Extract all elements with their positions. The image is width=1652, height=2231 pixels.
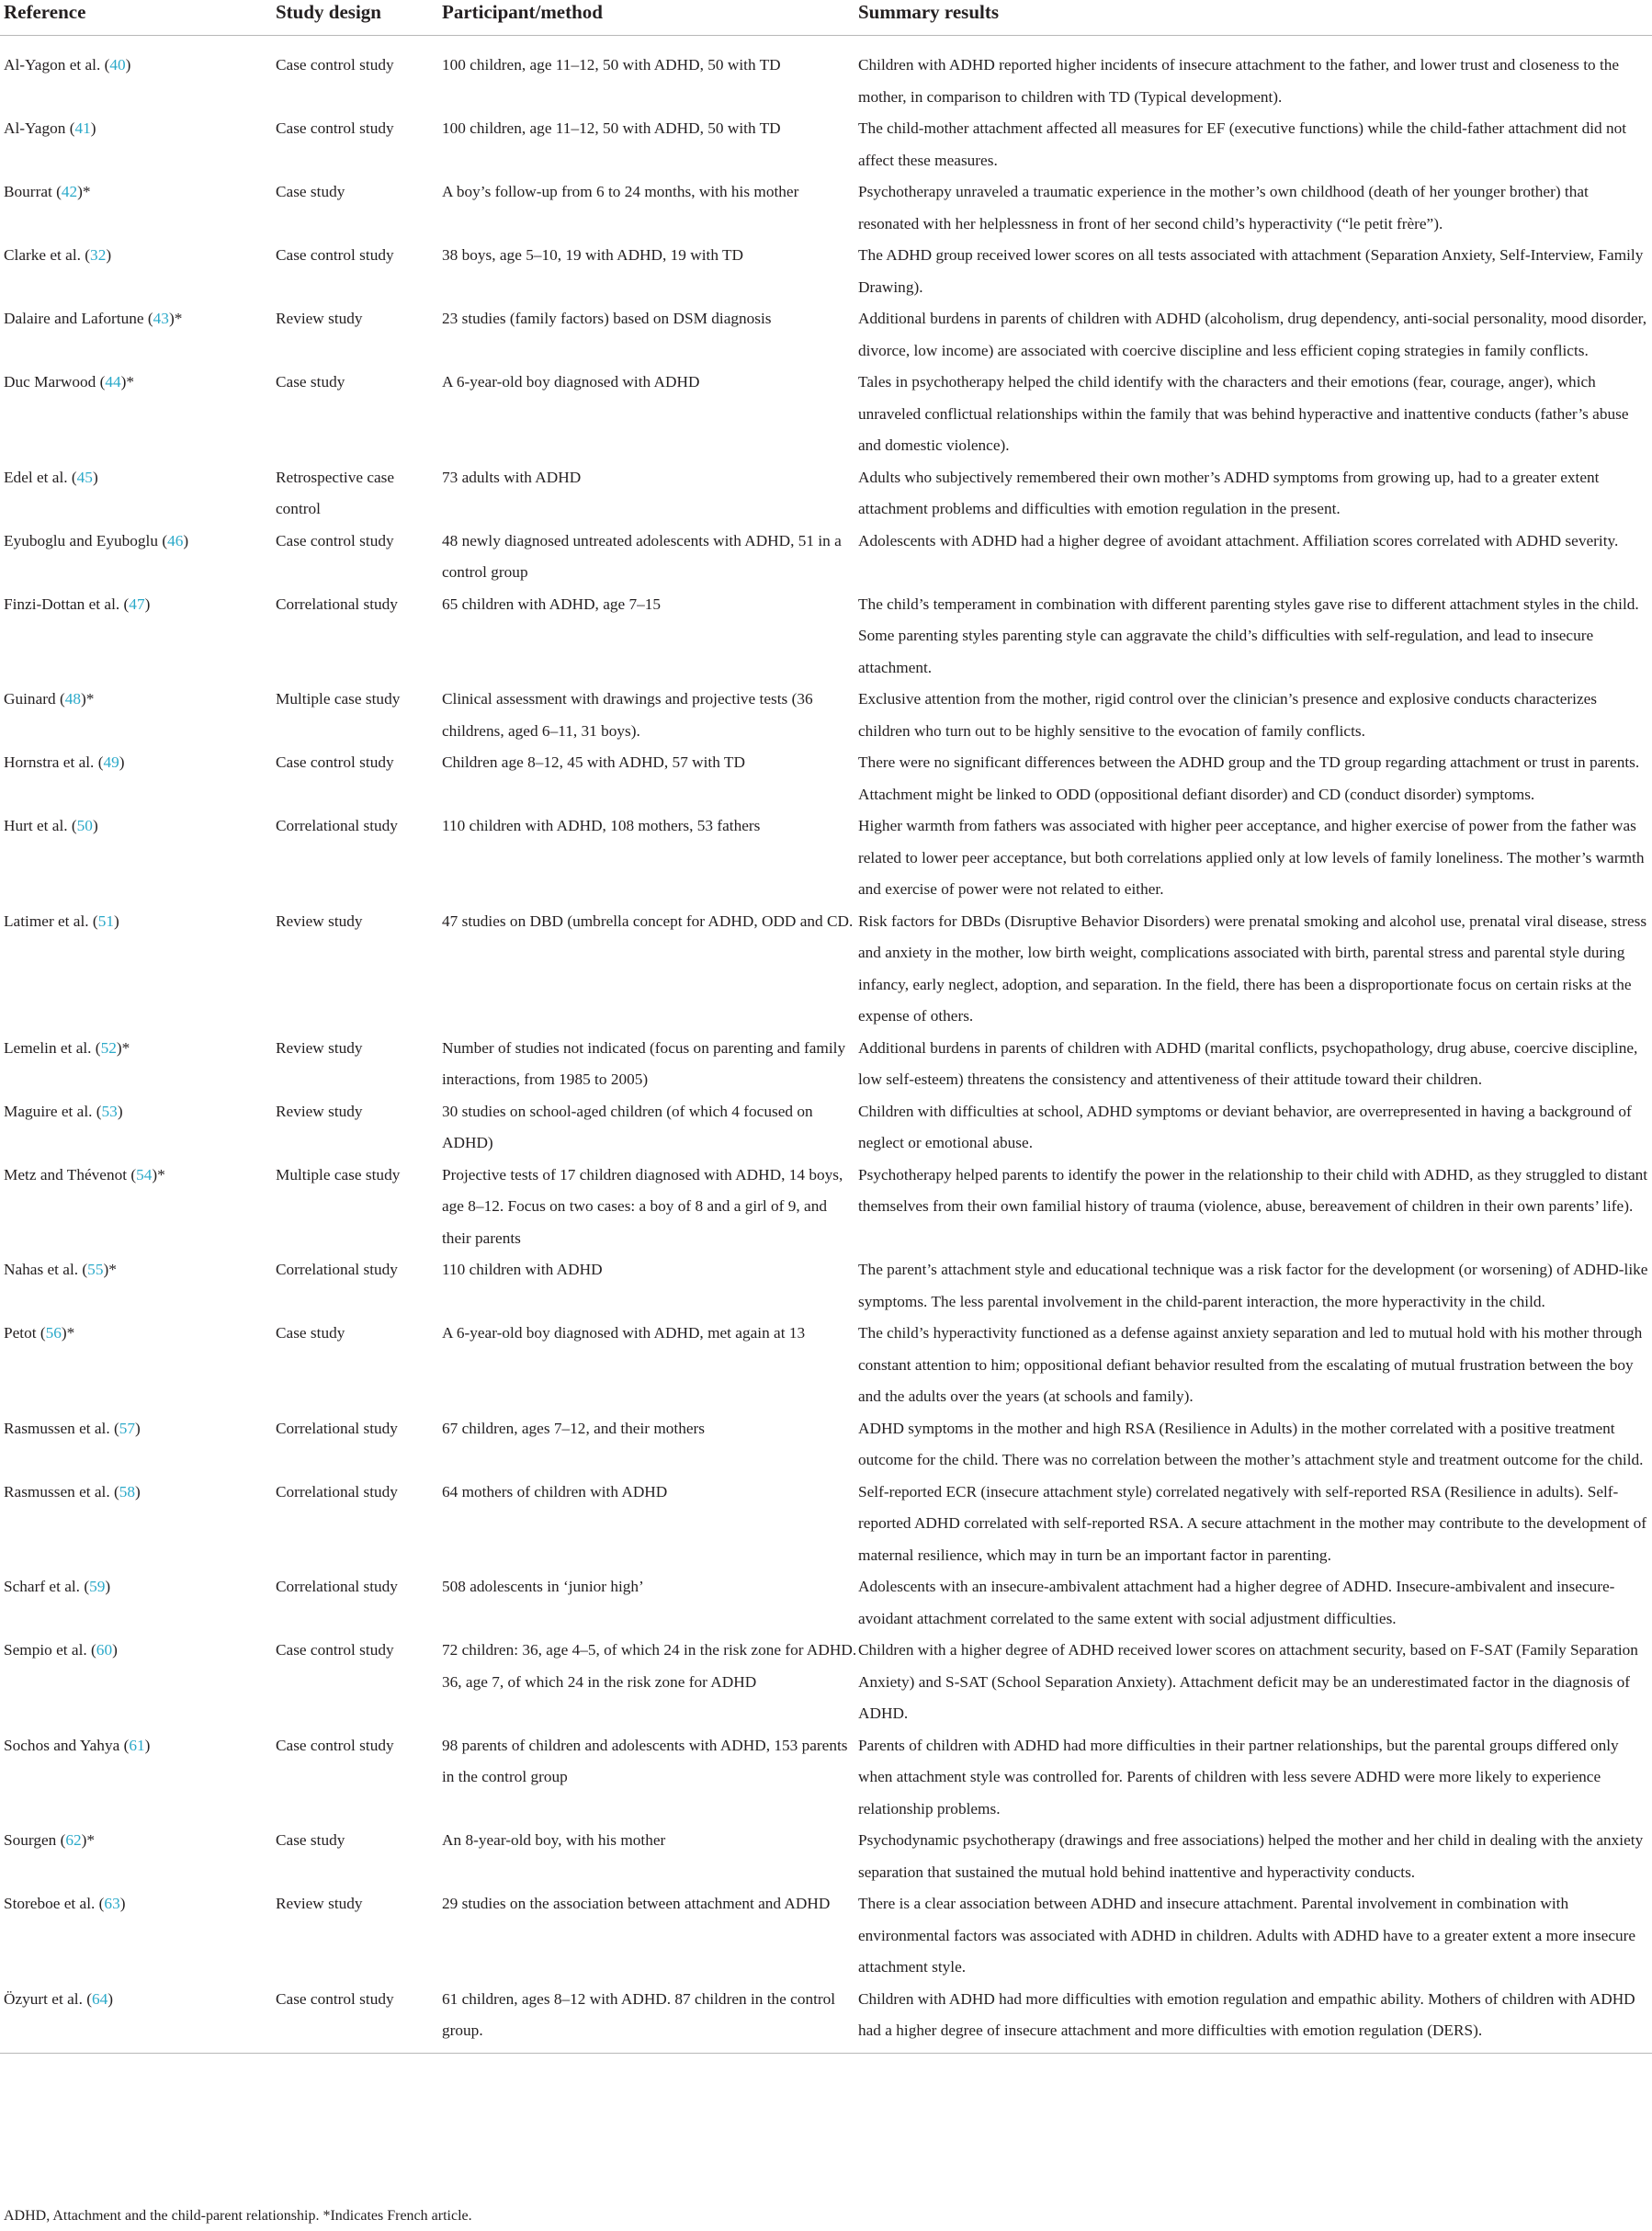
- participant-method-cell: 98 parents of children and adolescents with ADHD, 153 parents in the control group: [442, 1736, 848, 1785]
- table-row: [0, 1096, 1652, 1160]
- reference-suffix: )*: [81, 690, 95, 708]
- reference-citation-link[interactable]: 55: [87, 1261, 104, 1278]
- participant-method-cell: Children age 8–12, 45 with ADHD, 57 with TD: [442, 753, 745, 771]
- summary-results-cell: The ADHD group received lower scores on all tests associated with attachment (Separation Anxiety, Self-Interview, Family Drawing).: [858, 246, 1644, 296]
- reference-citation-link[interactable]: 51: [97, 912, 114, 930]
- reference-citation-link[interactable]: 62: [65, 1831, 82, 1849]
- reference-author: Latimer et al. (: [4, 912, 98, 930]
- reference-cell: [0, 1825, 276, 1888]
- table-row: [0, 1413, 1652, 1477]
- reference-suffix: ): [112, 1641, 118, 1659]
- table-row: [0, 1318, 1652, 1413]
- reference-citation-link[interactable]: 46: [167, 531, 184, 549]
- reference-suffix: )*: [103, 1261, 117, 1278]
- reference-suffix: ): [92, 817, 98, 834]
- participant-method-cell: A boy’s follow-up from 6 to 24 months, with his mother: [442, 183, 799, 200]
- reference-suffix: ): [125, 56, 131, 74]
- summary-results-cell: The child’s temperament in combination with different parenting styles gave rise to different attachment styles in the child. Some parenting styles parenting style can aggravate the child’s difficulties with self-regulation, and lead to insecure attachment.: [858, 595, 1639, 676]
- study-design-cell: Case control study: [276, 1984, 442, 2054]
- reference-suffix: )*: [120, 373, 135, 391]
- summary-results-cell: The child-mother attachment affected all measures for EF (executive functions) while the child-father attachment did not affect these measures.: [858, 119, 1627, 169]
- table-row: [0, 747, 1652, 810]
- reference-citation-link[interactable]: 40: [109, 56, 126, 74]
- summary-results-cell: Children with ADHD had more difficulties with emotion regulation and empathic ability. Mothers of children with ADHD had a higher degree of insecure attachment and more difficulties with emotion regulation (DERS).: [858, 1984, 1652, 2054]
- participant-method-cell: 65 children with ADHD, age 7–15: [442, 595, 662, 613]
- study-design-cell: Case study: [276, 373, 345, 391]
- study-design-cell: Case control study: [276, 119, 394, 137]
- reference-author: Petot (: [4, 1324, 46, 1342]
- table-row: [0, 176, 1652, 240]
- reference-cell: [0, 1984, 276, 2054]
- participant-method-cell: A 6-year-old boy diagnosed with ADHD: [442, 373, 700, 391]
- study-design-cell: Correlational study: [276, 1482, 398, 1501]
- reference-cell: [0, 1096, 276, 1160]
- participant-method-cell: Clinical assessment with drawings and projective tests (36 childrens, aged 6–11, 31 boys).: [442, 690, 813, 740]
- participant-method-cell: 30 studies on school-aged children (of which 4 focused on ADHD): [442, 1102, 813, 1151]
- reference-author: Nahas et al. (: [4, 1261, 88, 1278]
- reference-author: Maguire et al. (: [4, 1102, 102, 1120]
- summary-results-cell: Children with a higher degree of ADHD received lower scores on attachment security, based on F-SAT (Family Separation Anxiety) and S-SAT (School Separation Anxiety). Attachment deficit may be an underestimated factor in the diagnosis of ADHD.: [858, 1641, 1638, 1722]
- header-participant-method: Participant/method: [442, 0, 858, 36]
- study-design-cell: Review study: [276, 1102, 363, 1120]
- study-design-cell: Review study: [276, 1038, 363, 1057]
- summary-results-cell: Psychodynamic psychotherapy (drawings and free associations) helped the mother and her child in dealing with the anxiety separation that sustained the mutual hold behind inattentive and hyperactivity conducts.: [858, 1831, 1644, 1881]
- participant-method-cell: 23 studies (family factors) based on DSM diagnosis: [442, 310, 772, 327]
- summary-results-cell: There were no significant differences between the ADHD group and the TD group regarding attachment or trust in parents. Attachment might be linked to ODD (oppositional defiant disorder) and CD (conduct disorder) symptoms.: [858, 753, 1640, 803]
- reference-author: Özyurt et al. (: [4, 1989, 92, 2008]
- reference-citation-link[interactable]: 56: [45, 1324, 62, 1342]
- reference-cell: [0, 1635, 276, 1730]
- reference-citation-link[interactable]: 59: [89, 1578, 106, 1595]
- header-study-design: Study design: [276, 0, 442, 36]
- reference-cell: [0, 589, 276, 685]
- reference-cell: [0, 176, 276, 240]
- reference-cell: [0, 113, 276, 176]
- participant-method-cell: 73 adults with ADHD: [442, 468, 582, 486]
- study-design-cell: Retrospective case control: [276, 468, 395, 517]
- reference-cell: [0, 747, 276, 810]
- participant-method-cell: 64 mothers of children with ADHD: [442, 1482, 668, 1501]
- table-row: [0, 1160, 1652, 1255]
- reference-citation-link[interactable]: 54: [136, 1165, 153, 1183]
- reference-author: Bourrat (: [4, 183, 62, 200]
- reference-citation-link[interactable]: 57: [119, 1419, 136, 1437]
- reference-citation-link[interactable]: 61: [129, 1736, 145, 1754]
- study-design-cell: Case study: [276, 1831, 345, 1849]
- summary-results-cell: Higher warmth from fathers was associated with higher peer acceptance, and higher exercise of power from the father was related to lower peer acceptance, but both correlations applied only at low levels of family loneliness. The mother’s warmth and exercise of power were not related to either.: [858, 817, 1645, 898]
- table-row: [0, 303, 1652, 367]
- reference-citation-link[interactable]: 53: [101, 1102, 118, 1120]
- summary-results-cell: Adolescents with an insecure-ambivalent attachment had a higher degree of ADHD. Insecure-ambivalent and insecure-avoidant attachment correlated to the same extent with social adjustment difficulties.: [858, 1578, 1615, 1627]
- study-design-cell: Case control study: [276, 56, 394, 74]
- summary-results-cell: ADHD symptoms in the mother and high RSA (Resilience in Adults) in the mother correlated with a positive treatment outcome for the child. There was no correlation between the mother’s attachment style and treatment outcome for the child.: [858, 1419, 1644, 1468]
- participant-method-cell: 110 children with ADHD: [442, 1261, 603, 1278]
- participant-method-cell: A 6-year-old boy diagnosed with ADHD, met again at 13: [442, 1324, 806, 1342]
- reference-cell: [0, 1033, 276, 1096]
- participant-method-cell: 72 children: 36, age 4–5, of which 24 in the risk zone for ADHD. 36, age 7, of which 24 in the risk zone for ADHD: [442, 1641, 857, 1691]
- table-row: [0, 1254, 1652, 1318]
- reference-author: Guinard (: [4, 690, 65, 708]
- reference-suffix: )*: [61, 1324, 75, 1342]
- reference-citation-link[interactable]: 60: [96, 1641, 113, 1659]
- reference-cell: [0, 1888, 276, 1984]
- reference-cell: [0, 1477, 276, 1572]
- summary-results-cell: Tales in psychotherapy helped the child identify with the characters and their emotions (fear, courage, anger), which unraveled conflictual relationships within the family that was behind hyperactive and inattentive conducts (father’s abuse and domestic violence).: [858, 373, 1629, 454]
- reference-cell: [0, 1318, 276, 1413]
- reference-suffix: ): [119, 1895, 126, 1912]
- table-row: [0, 36, 1652, 114]
- study-design-cell: Review study: [276, 310, 363, 327]
- reference-suffix: ): [105, 1578, 111, 1595]
- participant-method-cell: 100 children, age 11–12, 50 with ADHD, 50 with TD: [442, 119, 781, 137]
- participant-method-cell: 67 children, ages 7–12, and their mothers: [442, 1419, 706, 1437]
- reference-citation-link[interactable]: 52: [100, 1038, 117, 1057]
- participant-method-cell: 61 children, ages 8–12 with ADHD. 87 children in the control group.: [442, 1984, 858, 2054]
- participant-method-cell: 508 adolescents in ‘junior high’: [442, 1578, 644, 1595]
- reference-suffix: ): [183, 531, 189, 549]
- reference-author: Hurt et al. (: [4, 817, 77, 834]
- reference-citation-link[interactable]: 41: [74, 119, 91, 137]
- reference-author: Storeboe et al. (: [4, 1895, 105, 1912]
- participant-method-cell: 29 studies on the association between attachment and ADHD: [442, 1895, 831, 1912]
- study-design-cell: Correlational study: [276, 817, 398, 834]
- study-design-cell: Multiple case study: [276, 690, 401, 708]
- study-design-cell: Case control study: [276, 1736, 394, 1754]
- reference-author: Clarke et al. (: [4, 246, 91, 264]
- reference-citation-link[interactable]: 63: [104, 1895, 120, 1912]
- reference-author: Lemelin et al. (: [4, 1038, 101, 1057]
- table-row: [0, 1888, 1652, 1984]
- reference-author: Metz and Thévenot (: [4, 1165, 137, 1183]
- reference-suffix: ): [144, 1736, 151, 1754]
- reference-author: Sochos and Yahya (: [4, 1736, 130, 1754]
- reference-cell: [0, 1571, 276, 1635]
- summary-results-cell: Psychotherapy unraveled a traumatic experience in the mother’s own childhood (death of her younger brother) that resonated with her helplessness in front of her second child’s hyperactivity (“le petit frère”).: [858, 183, 1589, 232]
- reference-suffix: ): [117, 1102, 123, 1120]
- reference-cell: [0, 1254, 276, 1318]
- reference-citation-link[interactable]: 50: [76, 817, 93, 834]
- reference-cell: [0, 36, 276, 114]
- table-row: [0, 462, 1652, 526]
- table-row: [0, 113, 1652, 176]
- reference-suffix: ): [135, 1482, 141, 1501]
- summary-results-cell: There is a clear association between ADHD and insecure attachment. Parental involvement in combination with environmental factors was associated with ADHD in children. Adults with ADHD have to a greater extent a more insecure attachment style.: [858, 1895, 1636, 1976]
- summary-results-cell: Exclusive attention from the mother, rigid control over the clinician’s presence and explosive conducts characterizes children who turn out to be highly sensitive to the evocation of family conflicts.: [858, 690, 1598, 740]
- reference-citation-link[interactable]: 45: [76, 468, 93, 486]
- reference-suffix: ): [135, 1419, 141, 1437]
- summary-results-cell: Parents of children with ADHD had more difficulties in their partner relationships, but the parental groups differed only when attachment style was controlled for. Parents of children with less severe ADHD were more likely to experience relationship problems.: [858, 1736, 1619, 1818]
- table-body: [0, 36, 1652, 2054]
- reference-suffix: )*: [77, 183, 91, 200]
- reference-citation-link[interactable]: 42: [61, 183, 78, 200]
- reference-author: Scharf et al. (: [4, 1578, 90, 1595]
- reference-author: Hornstra et al. (: [4, 753, 104, 771]
- study-design-cell: Review study: [276, 912, 363, 930]
- table-row: [0, 906, 1652, 1033]
- study-design-cell: Multiple case study: [276, 1165, 401, 1183]
- table-row: [0, 589, 1652, 685]
- reference-cell: [0, 240, 276, 303]
- summary-results-cell: Additional burdens in parents of children with ADHD (alcoholism, drug dependency, anti-social personality, mood disorder, divorce, low income) are associated with coercive discipline and less efficient coping strategies in family conflicts.: [858, 310, 1647, 359]
- summary-results-cell: Self-reported ECR (insecure attachment style) correlated negatively with self-reported RSA (Resilience in adults). Self-reported ADHD correlated with self-reported RSA. A secure attachment in the mother may contribute to the development of maternal resilience, which may in turn be an important factor in parenting.: [858, 1482, 1647, 1564]
- study-design-cell: Case control study: [276, 1641, 394, 1659]
- study-design-cell: Correlational study: [276, 595, 398, 613]
- study-design-cell: Case control study: [276, 531, 394, 549]
- header-reference: Reference: [0, 0, 276, 36]
- reference-author: Al-Yagon et al. (: [4, 56, 110, 74]
- summary-results-cell: The child’s hyperactivity functioned as a defense against anxiety separation and led to mutual hold with his mother through constant attention to him; oppositional defiant behavior resulted from the escalating of mutual frustration between the boy and the adults over the years (at schools and family).: [858, 1324, 1643, 1405]
- reference-suffix: ): [106, 246, 112, 264]
- table-row: [0, 1730, 1652, 1826]
- reference-author: Eyuboglu and Eyuboglu (: [4, 531, 168, 549]
- reference-cell: [0, 303, 276, 367]
- reference-suffix: ): [113, 912, 119, 930]
- participant-method-cell: Number of studies not indicated (focus on parenting and family interactions, from 1985 to 2005): [442, 1038, 846, 1088]
- study-design-cell: Correlational study: [276, 1419, 398, 1437]
- reference-author: Rasmussen et al. (: [4, 1482, 119, 1501]
- table-row: [0, 526, 1652, 589]
- table-row: [0, 1033, 1652, 1096]
- participant-method-cell: 38 boys, age 5–10, 19 with ADHD, 19 with TD: [442, 246, 744, 264]
- header-row: [0, 0, 1652, 36]
- study-design-cell: Review study: [276, 1895, 363, 1912]
- participant-method-cell: An 8-year-old boy, with his mother: [442, 1831, 666, 1849]
- table-row: [0, 240, 1652, 303]
- table-row: [0, 1635, 1652, 1730]
- reference-citation-link[interactable]: 44: [105, 373, 121, 391]
- reference-citation-link[interactable]: 47: [129, 595, 145, 613]
- reference-suffix: )*: [116, 1038, 130, 1057]
- summary-results-cell: Adolescents with ADHD had a higher degree of avoidant attachment. Affiliation scores correlated with ADHD severity.: [858, 531, 1619, 549]
- reference-suffix: )*: [168, 310, 183, 327]
- reference-author: Rasmussen et al. (: [4, 1419, 119, 1437]
- table-header: [0, 0, 1652, 36]
- table-row: [0, 684, 1652, 747]
- study-design-cell: Case control study: [276, 753, 394, 771]
- reference-suffix: )*: [81, 1831, 96, 1849]
- reference-citation-link[interactable]: 32: [90, 246, 107, 264]
- study-design-cell: Case study: [276, 183, 345, 200]
- reference-suffix: ): [119, 753, 125, 771]
- participant-method-cell: 48 newly diagnosed untreated adolescents with ADHD, 51 in a control group: [442, 531, 842, 581]
- header-summary-results: Summary results: [858, 0, 1652, 36]
- participant-method-cell: 100 children, age 11–12, 50 with ADHD, 50 with TD: [442, 56, 781, 74]
- study-design-cell: Correlational study: [276, 1578, 398, 1595]
- study-design-cell: Correlational study: [276, 1261, 398, 1278]
- summary-results-cell: Adults who subjectively remembered their own mother’s ADHD symptoms from growing up, had to a greater extent attachment problems and difficulties with emotion regulation in the present.: [858, 468, 1600, 517]
- table-row: [0, 367, 1652, 462]
- reference-author: Sempio et al. (: [4, 1641, 96, 1659]
- reference-cell: [0, 906, 276, 1033]
- study-design-cell: Case control study: [276, 246, 394, 264]
- table-row: [0, 810, 1652, 906]
- table-row: [0, 1477, 1652, 1572]
- summary-results-cell: Psychotherapy helped parents to identify the power in the relationship to their child with ADHD, as they struggled to distant themselves from their own familial history of trauma (violence, abuse, bereavement of children in their own parents’ life).: [858, 1165, 1648, 1215]
- reference-citation-link[interactable]: 58: [119, 1482, 136, 1501]
- participant-method-cell: Projective tests of 17 children diagnosed with ADHD, 14 boys, age 8–12. Focus on two cases: a boy of 8 and a girl of 9, and their parents: [442, 1165, 843, 1247]
- table-row: [0, 1571, 1652, 1635]
- reference-cell: [0, 684, 276, 747]
- reference-author: Edel et al. (: [4, 468, 77, 486]
- participant-method-cell: 110 children with ADHD, 108 mothers, 53 fathers: [442, 817, 761, 834]
- reference-author: Sourgen (: [4, 1831, 66, 1849]
- reference-citation-link[interactable]: 48: [64, 690, 81, 708]
- reference-cell: [0, 462, 276, 526]
- summary-results-cell: Risk factors for DBDs (Disruptive Behavior Disorders) were prenatal smoking and alcohol use, prenatal viral disease, stress and anxiety in the mother, low birth weight, complications associated with birth, parental stress and parental style during infancy, early neglect, adoption, and separation. In the field, there has been a disproportionate focus on certain risks at the expense of others.: [858, 912, 1647, 1025]
- reference-suffix: )*: [152, 1165, 165, 1183]
- summary-results-cell: Children with ADHD reported higher incidents of insecure attachment to the father, and lower trust and closeness to the mother, in comparison to children with TD (Typical development).: [858, 56, 1620, 106]
- participant-method-cell: 47 studies on DBD (umbrella concept for ADHD, ODD and CD.: [442, 912, 854, 930]
- reference-author: Dalaire and Lafortune (: [4, 310, 153, 327]
- reference-cell: [0, 810, 276, 906]
- table-footnote: ADHD, Attachment and the child-parent relationship. *Indicates French article.: [4, 2208, 472, 2224]
- study-design-cell: Case study: [276, 1324, 345, 1342]
- reference-citation-link[interactable]: 43: [153, 310, 169, 327]
- reference-cell: [0, 367, 276, 462]
- reference-suffix: ): [107, 1989, 114, 2008]
- table-row: [0, 1825, 1652, 1888]
- reference-cell: [0, 526, 276, 589]
- reference-citation-link[interactable]: 49: [103, 753, 119, 771]
- summary-results-cell: Additional burdens in parents of children with ADHD (marital conflicts, psychopathology, drug abuse, coercive discipline, low self-esteem) threatens the consistency and attentiveness of their attitude toward their children.: [858, 1038, 1638, 1088]
- table-row: [0, 1984, 1652, 2054]
- reference-cell: [0, 1730, 276, 1826]
- reference-suffix: ): [90, 119, 96, 137]
- summary-results-cell: The parent’s attachment style and educational technique was a risk factor for the development (or worsening) of ADHD-like symptoms. The less parental involvement in the child-parent interaction, the more hyperactivity in the child.: [858, 1261, 1648, 1310]
- reference-author: Finzi-Dottan et al. (: [4, 595, 130, 613]
- reference-cell: [0, 1160, 276, 1255]
- reference-cell: [0, 1413, 276, 1477]
- reference-suffix: ): [144, 595, 151, 613]
- reference-author: Al-Yagon (: [4, 119, 75, 137]
- reference-citation-link[interactable]: 64: [91, 1989, 108, 2008]
- reference-suffix: ): [92, 468, 98, 486]
- reference-author: Duc Marwood (: [4, 373, 106, 391]
- summary-results-cell: Children with difficulties at school, ADHD symptoms or deviant behavior, are overrepresented in having a background of neglect or emotional abuse.: [858, 1102, 1632, 1151]
